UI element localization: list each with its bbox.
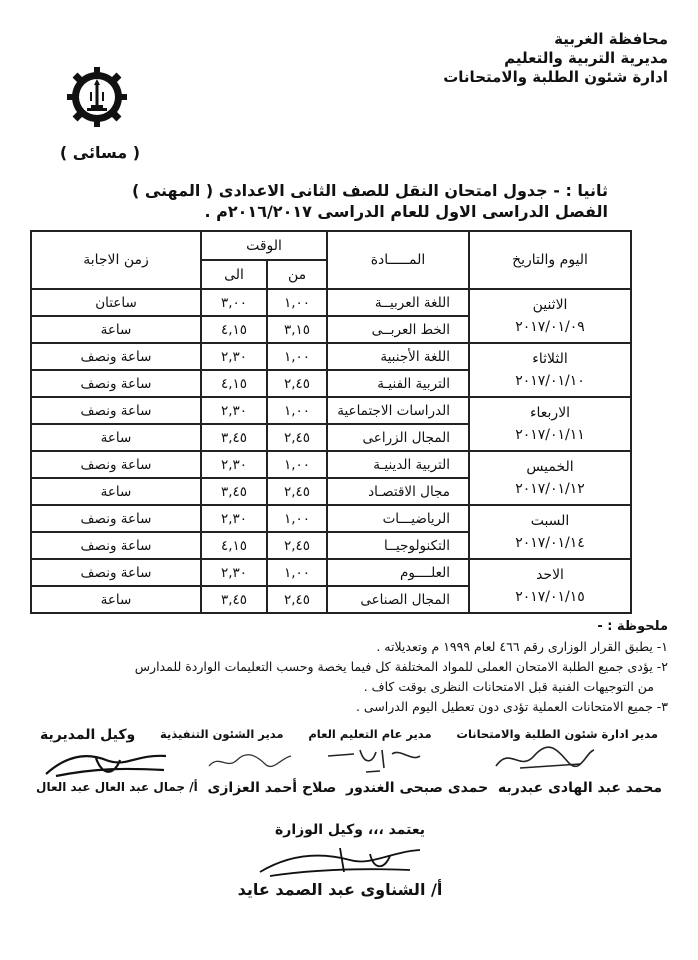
note-1: ١- يطبق القرار الوزارى رقم ٤٦٦ لعام ١٩٩٩ م وتعديلاته . — [376, 639, 668, 654]
exam-date: ٢٠١٧/٠١/١٠ — [515, 373, 585, 389]
note-2: ٢- يؤدى جميع الطلبة الامتحان العملى للمواد المختلفة كل فيما يخصة وحسب التعليمات الواردة للمدارس — [134, 659, 668, 674]
time-to-cell: ٣,٠٠ — [201, 289, 267, 316]
time-to-cell: ٤,١٥ — [201, 532, 267, 559]
duration-cell: ساعتان — [31, 289, 201, 316]
day-name: الاثنين — [532, 297, 568, 313]
time-from-cell: ١,٠٠ — [267, 343, 327, 370]
duration-cell: ساعة — [31, 424, 201, 451]
duration-cell: ساعة ونصف — [31, 370, 201, 397]
table-row — [31, 343, 631, 370]
time-to-cell: ٣,٤٥ — [201, 586, 267, 613]
signature-1 — [490, 742, 600, 776]
time-to-cell: ٢,٣٠ — [201, 343, 267, 370]
subject-cell: الرياضيـــات — [327, 505, 469, 532]
gear-emblem-icon — [66, 66, 128, 128]
time-from-cell: ٢,٤٥ — [267, 370, 327, 397]
duration-cell: ساعة ونصف — [31, 343, 201, 370]
shift-label: ( مسائى ) — [59, 143, 141, 162]
signatory-title-3: مدير الشئون التنفيذية — [160, 727, 284, 741]
notes-title: ملحوظة : - — [597, 619, 668, 634]
day-name: الاحد — [536, 567, 564, 583]
time-to-cell: ٢,٣٠ — [201, 397, 267, 424]
subject-cell: المجال الزراعى — [327, 424, 469, 451]
administration-line: ادارة شئون الطلبة والامتحانات — [443, 68, 668, 86]
signature-final — [250, 842, 430, 882]
time-from-cell: ١,٠٠ — [267, 397, 327, 424]
signatory-names — [36, 780, 662, 796]
subject-cell: التكنولوجيــا — [327, 532, 469, 559]
table-row — [31, 559, 631, 586]
signatory-title-1: مدير ادارة شئون الطلبة والامتحانات — [456, 727, 658, 741]
header-duration: زمن الاجابة — [31, 231, 201, 289]
title-line-1: ثانيا : - جدول امتحان النقل للصف الثانى الاعدادى ( المهنى ) — [131, 181, 608, 200]
table-row — [31, 289, 631, 316]
table-row — [31, 397, 631, 424]
document-title — [88, 180, 608, 222]
subject-cell: مجال الاقتصـاد — [327, 478, 469, 505]
day-date-cell — [469, 397, 631, 451]
day-name: الاربعاء — [529, 405, 571, 421]
exam-schedule-table — [30, 230, 632, 614]
time-from-cell: ٢,٤٥ — [267, 586, 327, 613]
time-from-cell: ٣,١٥ — [267, 316, 327, 343]
time-to-cell: ٢,٣٠ — [201, 559, 267, 586]
header-to: الى — [201, 260, 267, 289]
signature-2 — [320, 744, 430, 778]
notes-section — [38, 617, 668, 717]
subject-cell: اللغة الأجنبية — [327, 343, 469, 370]
signatory-name-1: محمد عبد الهادى عبدربه — [498, 780, 662, 796]
signatory-name-2: حمدى صبحى الغندور — [346, 780, 489, 796]
day-name: الثلاثاء — [532, 351, 568, 367]
deputy-minister-name: أ/ الشناوى عبد الصمد عايد — [237, 880, 443, 899]
day-date-cell — [469, 505, 631, 559]
subject-cell: الخط العربــى — [327, 316, 469, 343]
subject-cell: التربية الدينيـة — [327, 451, 469, 478]
signature-3 — [205, 748, 295, 774]
header-time: الوقت — [201, 231, 327, 260]
note-3: ٣- جميع الامتحانات العملية تؤدى دون تعطيل اليوم الدراسى . — [355, 699, 668, 714]
duration-cell: ساعة ونصف — [31, 397, 201, 424]
time-to-cell: ٤,١٥ — [201, 316, 267, 343]
duration-cell: ساعة ونصف — [31, 451, 201, 478]
table-row — [31, 505, 631, 532]
duration-cell: ساعة — [31, 478, 201, 505]
subject-cell: العلــــوم — [327, 559, 469, 586]
time-to-cell: ٢,٣٠ — [201, 451, 267, 478]
signatory-name-3: صلاح أحمد العزازى — [207, 780, 337, 796]
time-from-cell: ٢,٤٥ — [267, 478, 327, 505]
duration-cell: ساعة ونصف — [31, 532, 201, 559]
signatory-title-2: مدير عام التعليم العام — [308, 727, 432, 741]
time-to-cell: ٢,٣٠ — [201, 505, 267, 532]
day-name: السبت — [530, 513, 570, 529]
day-date-cell — [469, 451, 631, 505]
duration-cell: ساعة ونصف — [31, 505, 201, 532]
duration-cell: ساعة — [31, 586, 201, 613]
exam-date: ٢٠١٧/٠١/١٢ — [515, 481, 585, 497]
signatory-title-4: وكيل المديرية — [40, 727, 136, 743]
time-from-cell: ١,٠٠ — [267, 451, 327, 478]
signature-4 — [36, 746, 176, 782]
subject-cell: التربية الفنيـة — [327, 370, 469, 397]
note-2-continued: من التوجيهات الفنية قبل الامتحانات النظرى بوقت كاف . — [363, 679, 654, 694]
day-date-cell — [469, 289, 631, 343]
subject-cell: اللغة العربيــة — [327, 289, 469, 316]
time-from-cell: ٢,٤٥ — [267, 532, 327, 559]
day-name: الخميس — [526, 459, 574, 475]
approval-line: يعتمد ،،، وكيل الوزارة — [275, 822, 425, 838]
duration-cell: ساعة — [31, 316, 201, 343]
letterhead — [438, 30, 668, 87]
title-line-2: الفصل الدراسى الاول للعام الدراسى ٢٠١٦/٢٠١٧م . — [204, 202, 608, 221]
subject-cell: الدراسات الاجتماعية — [327, 397, 469, 424]
header-from: من — [267, 260, 327, 289]
duration-cell: ساعة ونصف — [31, 559, 201, 586]
time-to-cell: ٤,١٥ — [201, 370, 267, 397]
signatory-name-4: أ/ جمال عبد العال عبد العال — [36, 780, 198, 794]
time-from-cell: ١,٠٠ — [267, 559, 327, 586]
day-date-cell — [469, 559, 631, 613]
header-day-date: اليوم والتاريخ — [469, 231, 631, 289]
table-row — [31, 451, 631, 478]
time-from-cell: ٢,٤٥ — [267, 424, 327, 451]
time-from-cell: ١,٠٠ — [267, 289, 327, 316]
exam-date: ٢٠١٧/٠١/١٥ — [515, 589, 585, 605]
time-to-cell: ٣,٤٥ — [201, 478, 267, 505]
governorate-line: محافظة الغربية — [554, 30, 668, 48]
exam-date: ٢٠١٧/٠١/١٤ — [515, 535, 585, 551]
directorate-line: مديرية التربية والتعليم — [504, 49, 668, 67]
exam-date: ٢٠١٧/٠١/٠٩ — [515, 319, 585, 335]
header-subject: المـــــادة — [327, 231, 469, 289]
time-from-cell: ١,٠٠ — [267, 505, 327, 532]
time-to-cell: ٣,٤٥ — [201, 424, 267, 451]
exam-date: ٢٠١٧/٠١/١١ — [515, 427, 585, 443]
subject-cell: المجال الصناعى — [327, 586, 469, 613]
signatory-titles — [40, 727, 658, 743]
day-date-cell — [469, 343, 631, 397]
